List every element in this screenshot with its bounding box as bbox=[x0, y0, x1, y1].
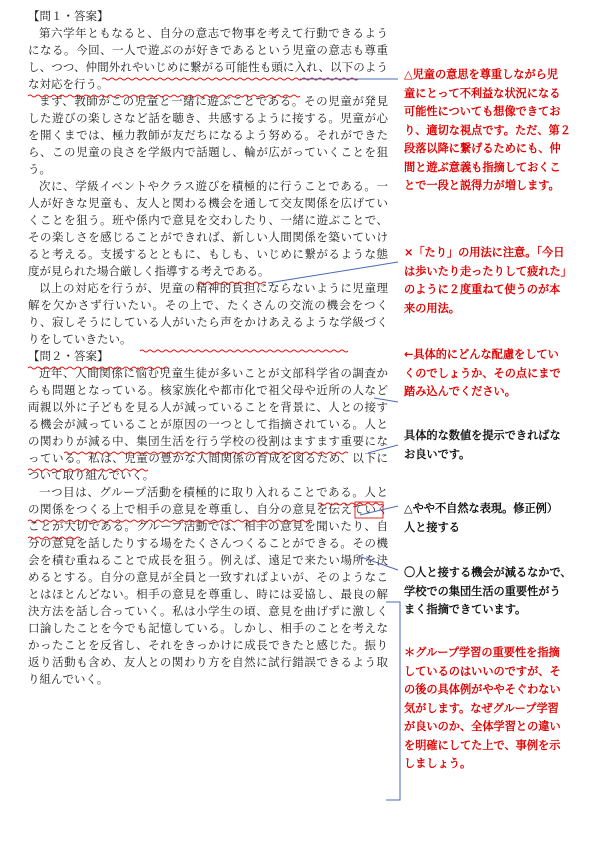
comment-6-line: 学校での集団生活の重要性がう bbox=[404, 584, 561, 598]
essay-line: 決方法を話し合っていく。私は小学生の頃、意見を曲げずに激しく bbox=[28, 604, 388, 618]
essay-line: 会を積む重ねることで成長を狙う。例えば、遠足で来たい場所を決 bbox=[28, 553, 388, 567]
essay-line: 次に、学級イベントやクラス遊びを積極的に行うことである。一 bbox=[39, 179, 388, 193]
essay-line: 両親以外に子どもを見る人が減っていることを背景に、人との接す bbox=[28, 400, 388, 414]
essay-line: した遊びの楽しさなど話を聴き、共感するように接する。児童が心 bbox=[28, 111, 388, 125]
comment-5-line: 人と接する bbox=[404, 520, 460, 534]
comment-1-line: り、適切な視点です。ただ、第２ bbox=[404, 123, 571, 137]
comment-6-line: まく指摘できています。 bbox=[404, 603, 527, 616]
essay-line: らも問題となっている。核家族化や都市化で祖父母や近所の人など bbox=[28, 383, 388, 397]
essay-line: になる。今回、一人で遊ぶのが好きであるという児童の意志も尊重 bbox=[28, 43, 388, 57]
essay-line: まず、教師がこの児童と一緒に遊ぶことである。その児童が発見 bbox=[39, 94, 388, 108]
essay-line: 解を欠かさず行いたい。その上で、たくさんの交流の機会をつく bbox=[28, 298, 388, 312]
essay-line: っている。私は、児童の豊かな人間関係の育成を図るため、以下に bbox=[28, 451, 388, 465]
essay-line: 第六学年ともなると、自分の意志で物事を考えて行動できるよう bbox=[39, 26, 388, 40]
comment-7-line: の後の具体例がややそぐわない bbox=[404, 683, 561, 696]
comment-2-line: ×「たり」の用法に注意。「今日 bbox=[404, 246, 565, 259]
comment-7-line: が良いのか、全体学習との違い bbox=[404, 720, 561, 733]
essay-line: 分の意見を話したりする場をたくさんつくることができる。その機 bbox=[28, 536, 388, 550]
essay-line: 人が好きな児童も、友人と関わる機会を通して交友関係を広げてい bbox=[28, 196, 388, 210]
section-heading: 【問１・答案】 bbox=[28, 9, 109, 23]
comment-5-line: △やや不自然な表現。修正例） bbox=[404, 502, 559, 515]
comment-1-line: とで一段と説得力が増します。 bbox=[404, 179, 560, 192]
comment-7-line: を明確にしてた上で、事例を示 bbox=[404, 738, 561, 752]
essay-line: ついて取り組んでいく。 bbox=[28, 468, 155, 482]
essay-line: とはほとんどない。相手の意見を尊重し、時には妥協し、最良の解 bbox=[28, 587, 388, 601]
comment-1-line: 段落以降に繋げるためにも、仲 bbox=[404, 142, 561, 155]
essay-line: う。 bbox=[28, 162, 51, 176]
essay-line: その楽しさを感じることができれば、新しい人間関係を築いていけ bbox=[28, 230, 388, 244]
essay-line: くことを狙う。班や係内で意見を交わしたり、一緒に遊ぶことで、 bbox=[28, 213, 388, 227]
essay-line: 度が見られた場合厳しく指導する考えである。 bbox=[28, 264, 270, 278]
essay-line: る機会が減っていることが原因の一つとして指摘されている。人と bbox=[28, 417, 388, 431]
essay-line: ると考える。支援するとともに、もしも、いじめに繋がるような態 bbox=[28, 247, 388, 261]
essay-line: の関わりが減る中、集団生活を行う学校の役割はますます重要にな bbox=[28, 434, 388, 448]
essay-line: めるとする。自分の意見が全員と一致すればよいが、そのようなこ bbox=[28, 570, 388, 584]
comment-7-line: 気がします。なぜグループ学習 bbox=[404, 701, 559, 715]
essay-line: ら、この児童の良さを学級内で話題し、輪が広がっていくことを狙 bbox=[28, 145, 388, 159]
comment-1-line: 間と遊ぶ意義も指摘しておくこ bbox=[404, 160, 561, 174]
essay-line: 返り活動も含め、友人との関わり方を自然に試行錯誤できるよう取 bbox=[28, 655, 388, 669]
essay-line: りをしていきたい。 bbox=[28, 332, 132, 346]
comment-7-line: しましょう。 bbox=[404, 757, 472, 770]
essay-line: り組んでいく。 bbox=[28, 672, 109, 686]
essay-line: を開くまでは、極力教師が友だちになるよう努める。それができた bbox=[28, 128, 388, 142]
comment-2-line: 来の用法。 bbox=[404, 301, 460, 315]
essay-line: り、寂しそうにしている人がいたら声をかけあえるような学級づく bbox=[28, 315, 388, 329]
comment-2-line: のように２度重ねて使うのが本 bbox=[404, 283, 561, 296]
comment-1-line: 童にとって不利益な状況になる bbox=[404, 86, 561, 100]
comment-7-line: ＊グループ学習の重要性を指摘 bbox=[404, 646, 560, 659]
essay-line: かったことを反省し、それをきっかけに成長できたと感じた。振り bbox=[28, 638, 388, 652]
comment-3-line: 踏み込んでください。 bbox=[404, 385, 516, 398]
essay-line: 一つ目は、グループ活動を積極的に取り入れることである。人と bbox=[39, 485, 388, 499]
comment-1-line: 可能性についても想像できてお bbox=[404, 105, 561, 118]
comment-2-line: は歩いたり走ったりして疲れた」 bbox=[404, 264, 572, 278]
essay-line: 口論したことを今でも記憶している。しかし、相手のことを考えな bbox=[28, 621, 388, 635]
comment-7-line: しているのはいいのですが、そ bbox=[404, 664, 561, 678]
essay-line: 以上の対応を行うが、児童の精神的負担にならないように児童理 bbox=[39, 281, 388, 295]
essay-line: の関係をつくる上で相手の意見を尊重し、自分の意見を伝えていく bbox=[28, 502, 388, 516]
comment-4-line: 具体的な数値を提示できればな bbox=[404, 429, 561, 442]
comment-3-line: くのでしょうか、その点にまで bbox=[404, 366, 561, 380]
comment-6-line: 〇人と接する機会が減るなかで、 bbox=[404, 566, 572, 579]
essay-line: な対応を行う。 bbox=[28, 77, 109, 91]
essay-line: 近年、人間関係に悩む児童生徒が多いことが文部科学省の調査か bbox=[39, 366, 388, 380]
comment-4-line: お良いです。 bbox=[404, 447, 471, 461]
essay-line: ことが大切である。グループ活動では、相手の意見を聞いたり、自 bbox=[28, 519, 388, 533]
comment-1-line: △児童の意思を尊重しながら児 bbox=[404, 68, 559, 81]
section-heading: 【問２・答案】 bbox=[28, 349, 109, 363]
essay-line: し、つつ、仲間外れやいじめに繋がる可能性も頭に入れ、以下のよう bbox=[28, 60, 388, 74]
comment-3-line: ←具体的にどんな配慮をしてい bbox=[404, 348, 559, 361]
